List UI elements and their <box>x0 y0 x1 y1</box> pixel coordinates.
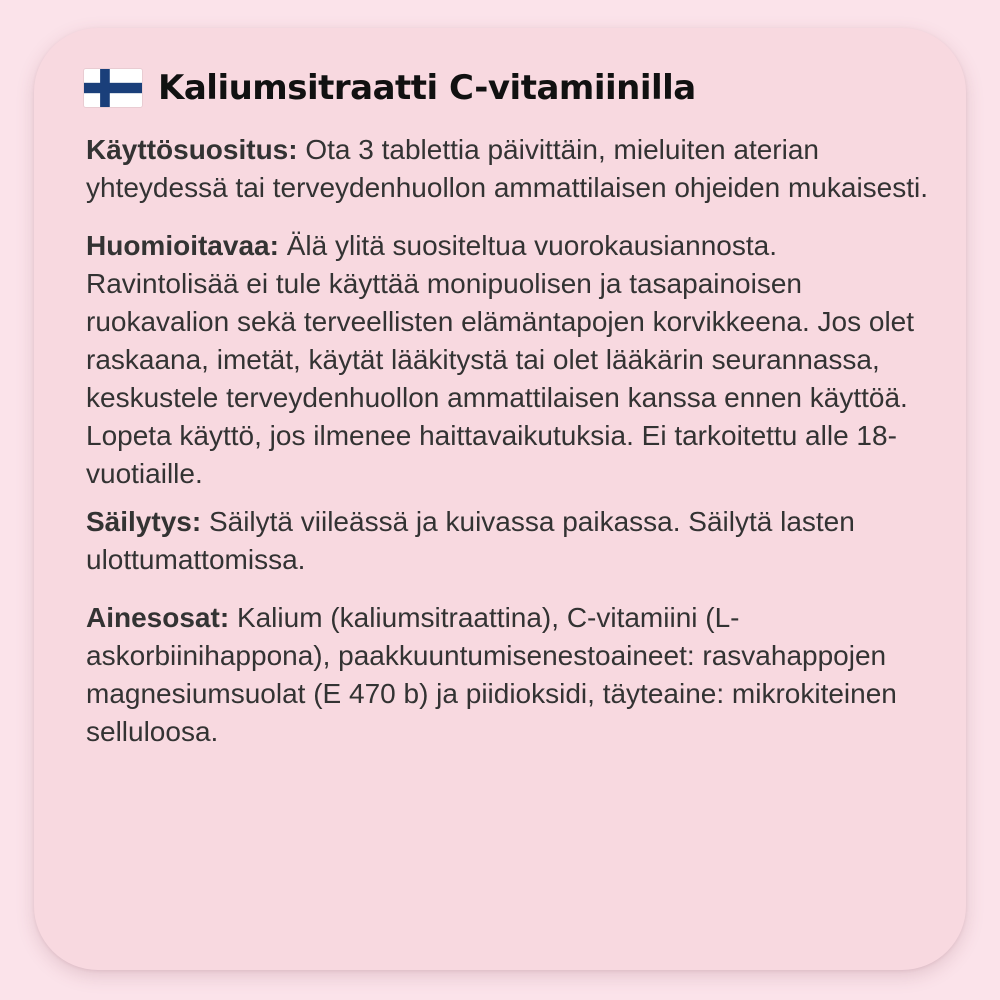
card-header <box>84 68 696 109</box>
storage-section <box>86 503 931 579</box>
storage-text: Säilytä viileässä ja kuivassa paikassa. Säilytä lasten ulottumattomissa. <box>86 506 855 575</box>
usage-text: Ota 3 tablettia päivittäin, mieluiten aterian yhteydessä tai terveydenhuollon ammattilaisen ohjeiden mukaisesti. <box>86 134 929 203</box>
ingredients-text: Kalium (kaliumsitraattina), C-vitamiini (L-askorbiinihappona), paakkuuntumisenestoaineet: rasvahappojen magnesiumsuolat (E 470 b) ja piidioksidi, täyteaine: mikrokiteinen selluloosa. <box>86 602 897 747</box>
card-content <box>86 131 931 751</box>
notes-text: Älä ylitä suositeltua vuorokausiannosta. Ravintolisää ei tule käyttää monipuolisen ja tasapainoisen ruokavalion sekä terveellisten elämäntapojen korvikkeena. Jos olet raskaana, imetät, käytät lääkitystä tai olet lääkärin seurannassa, keskustele terveydenhuollon ammattilaisen kanssa ennen käyttöä. Lopeta käyttö, jos ilmenee haittavaikutuksia. Ei tarkoitettu alle 18-vuotiaille. <box>86 230 915 489</box>
ingredients-section <box>86 599 931 751</box>
notes-label: Huomioitavaa: <box>86 230 279 261</box>
usage-label: Käyttösuositus: <box>86 134 298 165</box>
product-title: Kaliumsitraatti C-vitamiinilla <box>158 68 696 108</box>
storage-label: Säilytys: <box>86 506 202 537</box>
info-card <box>34 28 966 970</box>
usage-section <box>86 131 931 207</box>
ingredients-label: Ainesosat: <box>86 602 230 633</box>
notes-section <box>86 227 931 493</box>
finland-flag-icon <box>84 69 142 107</box>
